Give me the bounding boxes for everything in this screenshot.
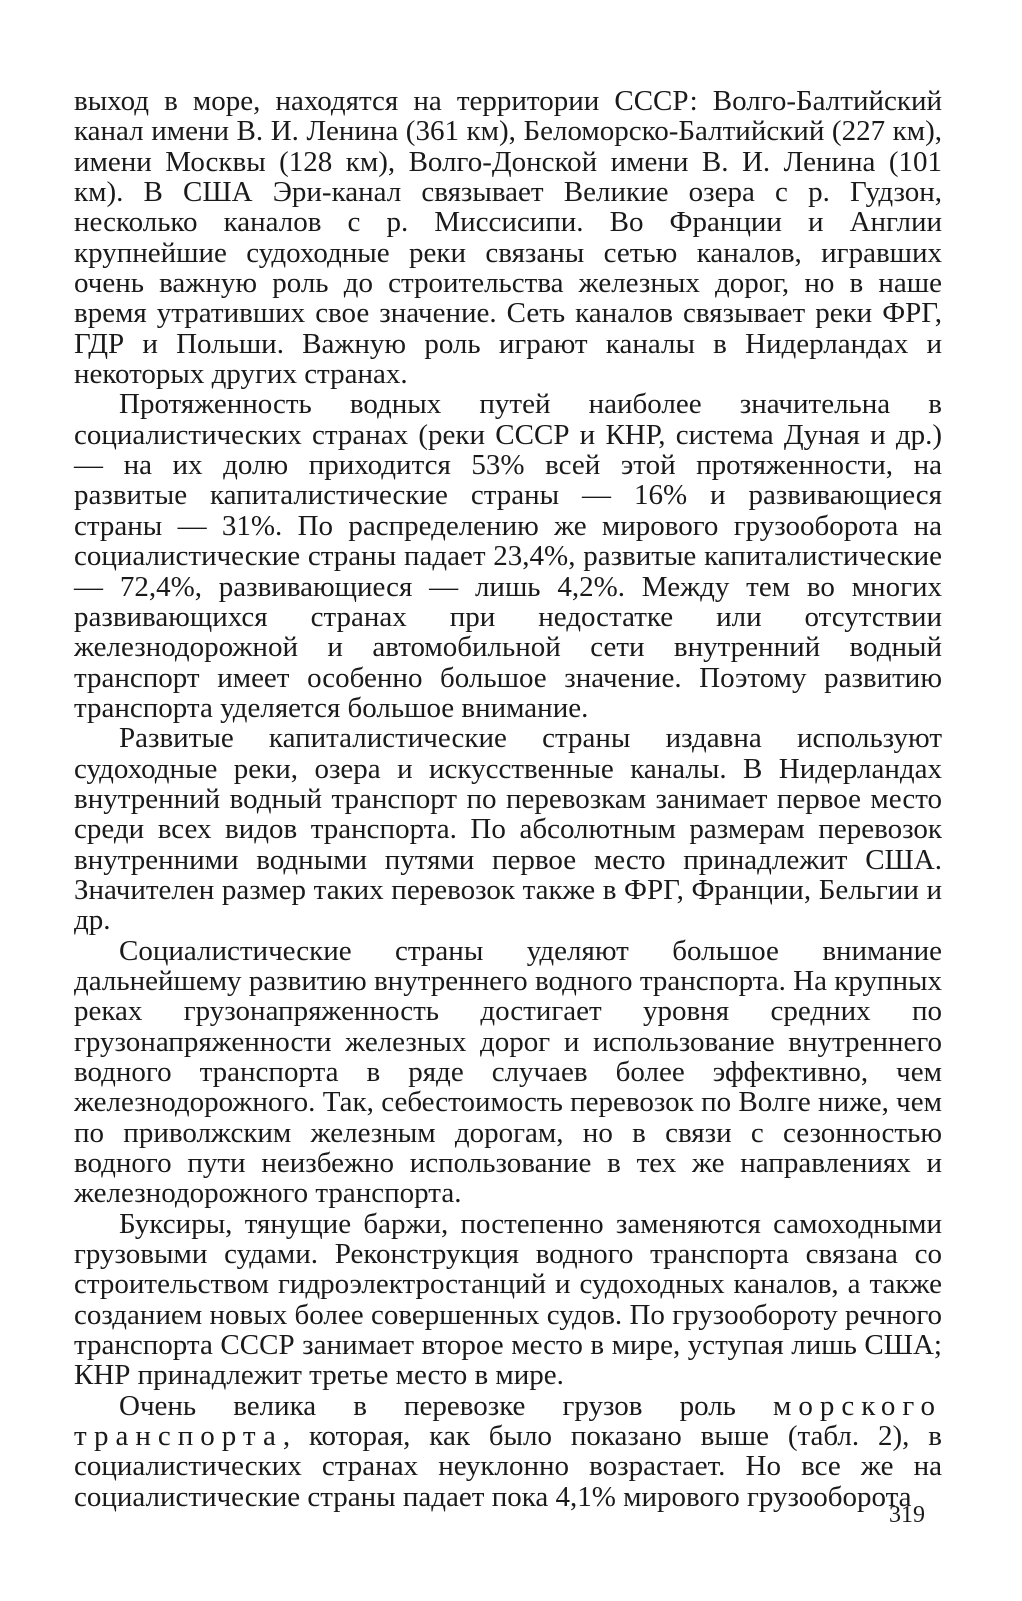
page-body bbox=[74, 86, 942, 1512]
paragraph-4: Социалистические страны уделяют большое внимание дальнейшему развитию внутреннего водного транспорта. На крупных реках грузонапряженность достигает уровня средних по грузонапряженности железных дорог и использование внутреннего водного транспорта в ряде случаев более эффективно, чем железнодорожного. Так, себестоимость перевозок по Волге ниже, чем по приволжским железным дорогам, но в связи с сезонностью водного пути неизбежно использование в тех же направлениях и железнодорожного транспорта. bbox=[74, 934, 942, 1210]
paragraph-3: Развитые капиталистические страны издавна используют судоходные реки, озера и искусственные каналы. В Нидерландах внутренний водный транспорт по перевозкам занимает первое место среди всех видов транспорта. По абсолютным размерам перевозок внутренними водными путями первое место принадлежит США. Значителен размер таких перевозок также в ФРГ, Франции, Бельгии и др. bbox=[74, 722, 942, 937]
paragraph-2: Протяженность водных путей наиболее значительна в социалистических странах (реки СССР и КНР, система Дуная и др.) — на их долю приходится 53% всей этой протяженности, на развитые капиталистические страны — 16% и развивающиеся страны — 31%. По распределению же мирового грузооборота на социалистические страны падает 23,4%, развитые капиталистические — 72,4%, развивающиеся — лишь 4,2%. Между тем во многих развивающихся странах при недостатке или отсутствии железнодорожной и автомобильной сети внутренний водный транспорт имеет особенно большое значение. Поэтому развитию транспорта уделяется большое внимание. bbox=[74, 388, 942, 724]
paragraph-6 bbox=[74, 1391, 942, 1512]
paragraph-5: Буксиры, тянущие баржи, постепенно заменяются самоходными грузовыми судами. Реконструкция водного транспорта связана со строительством гидроэлектростанций и судоходных каналов, а также созданием новых более совершенных судов. По грузообороту речного транспорта СССР занимает второе место в мире, уступая лишь США; КНР принадлежит третье место в мире. bbox=[74, 1207, 942, 1392]
spaced-emphasis: морского транспорта bbox=[74, 1389, 942, 1453]
page-number: 319 bbox=[889, 1502, 925, 1528]
paragraph-6-start: Очень велика в перевозке грузов роль bbox=[119, 1389, 773, 1422]
paragraph-6-end: , которая, как было показано выше (табл. 2), в социалистических странах неуклонно возрастает. Но все же на социалистические страны падает пока 4,1% мирового грузооборота bbox=[74, 1420, 942, 1513]
paragraph-1: выход в море, находятся на территории СССР: Волго-Балтийский канал имени В. И. Ленина (361 км), Беломорско-Балтийский (227 км), имени Москвы (128 км), Волго-Донской имени В. И. Ленина (101 км). В США Эри-канал связывает Великие озера с р. Гудзон, несколько каналов с р. Миссисипи. Во Франции и Англии крупнейшие судоходные реки связаны сетью каналов, игравших очень важную роль до строительства железных дорог, но в наше время утративших свое значение. Сеть каналов связывает реки ФРГ, ГДР и Польши. Важную роль играют каналы в Нидерландах и некоторых других странах. bbox=[74, 85, 942, 391]
